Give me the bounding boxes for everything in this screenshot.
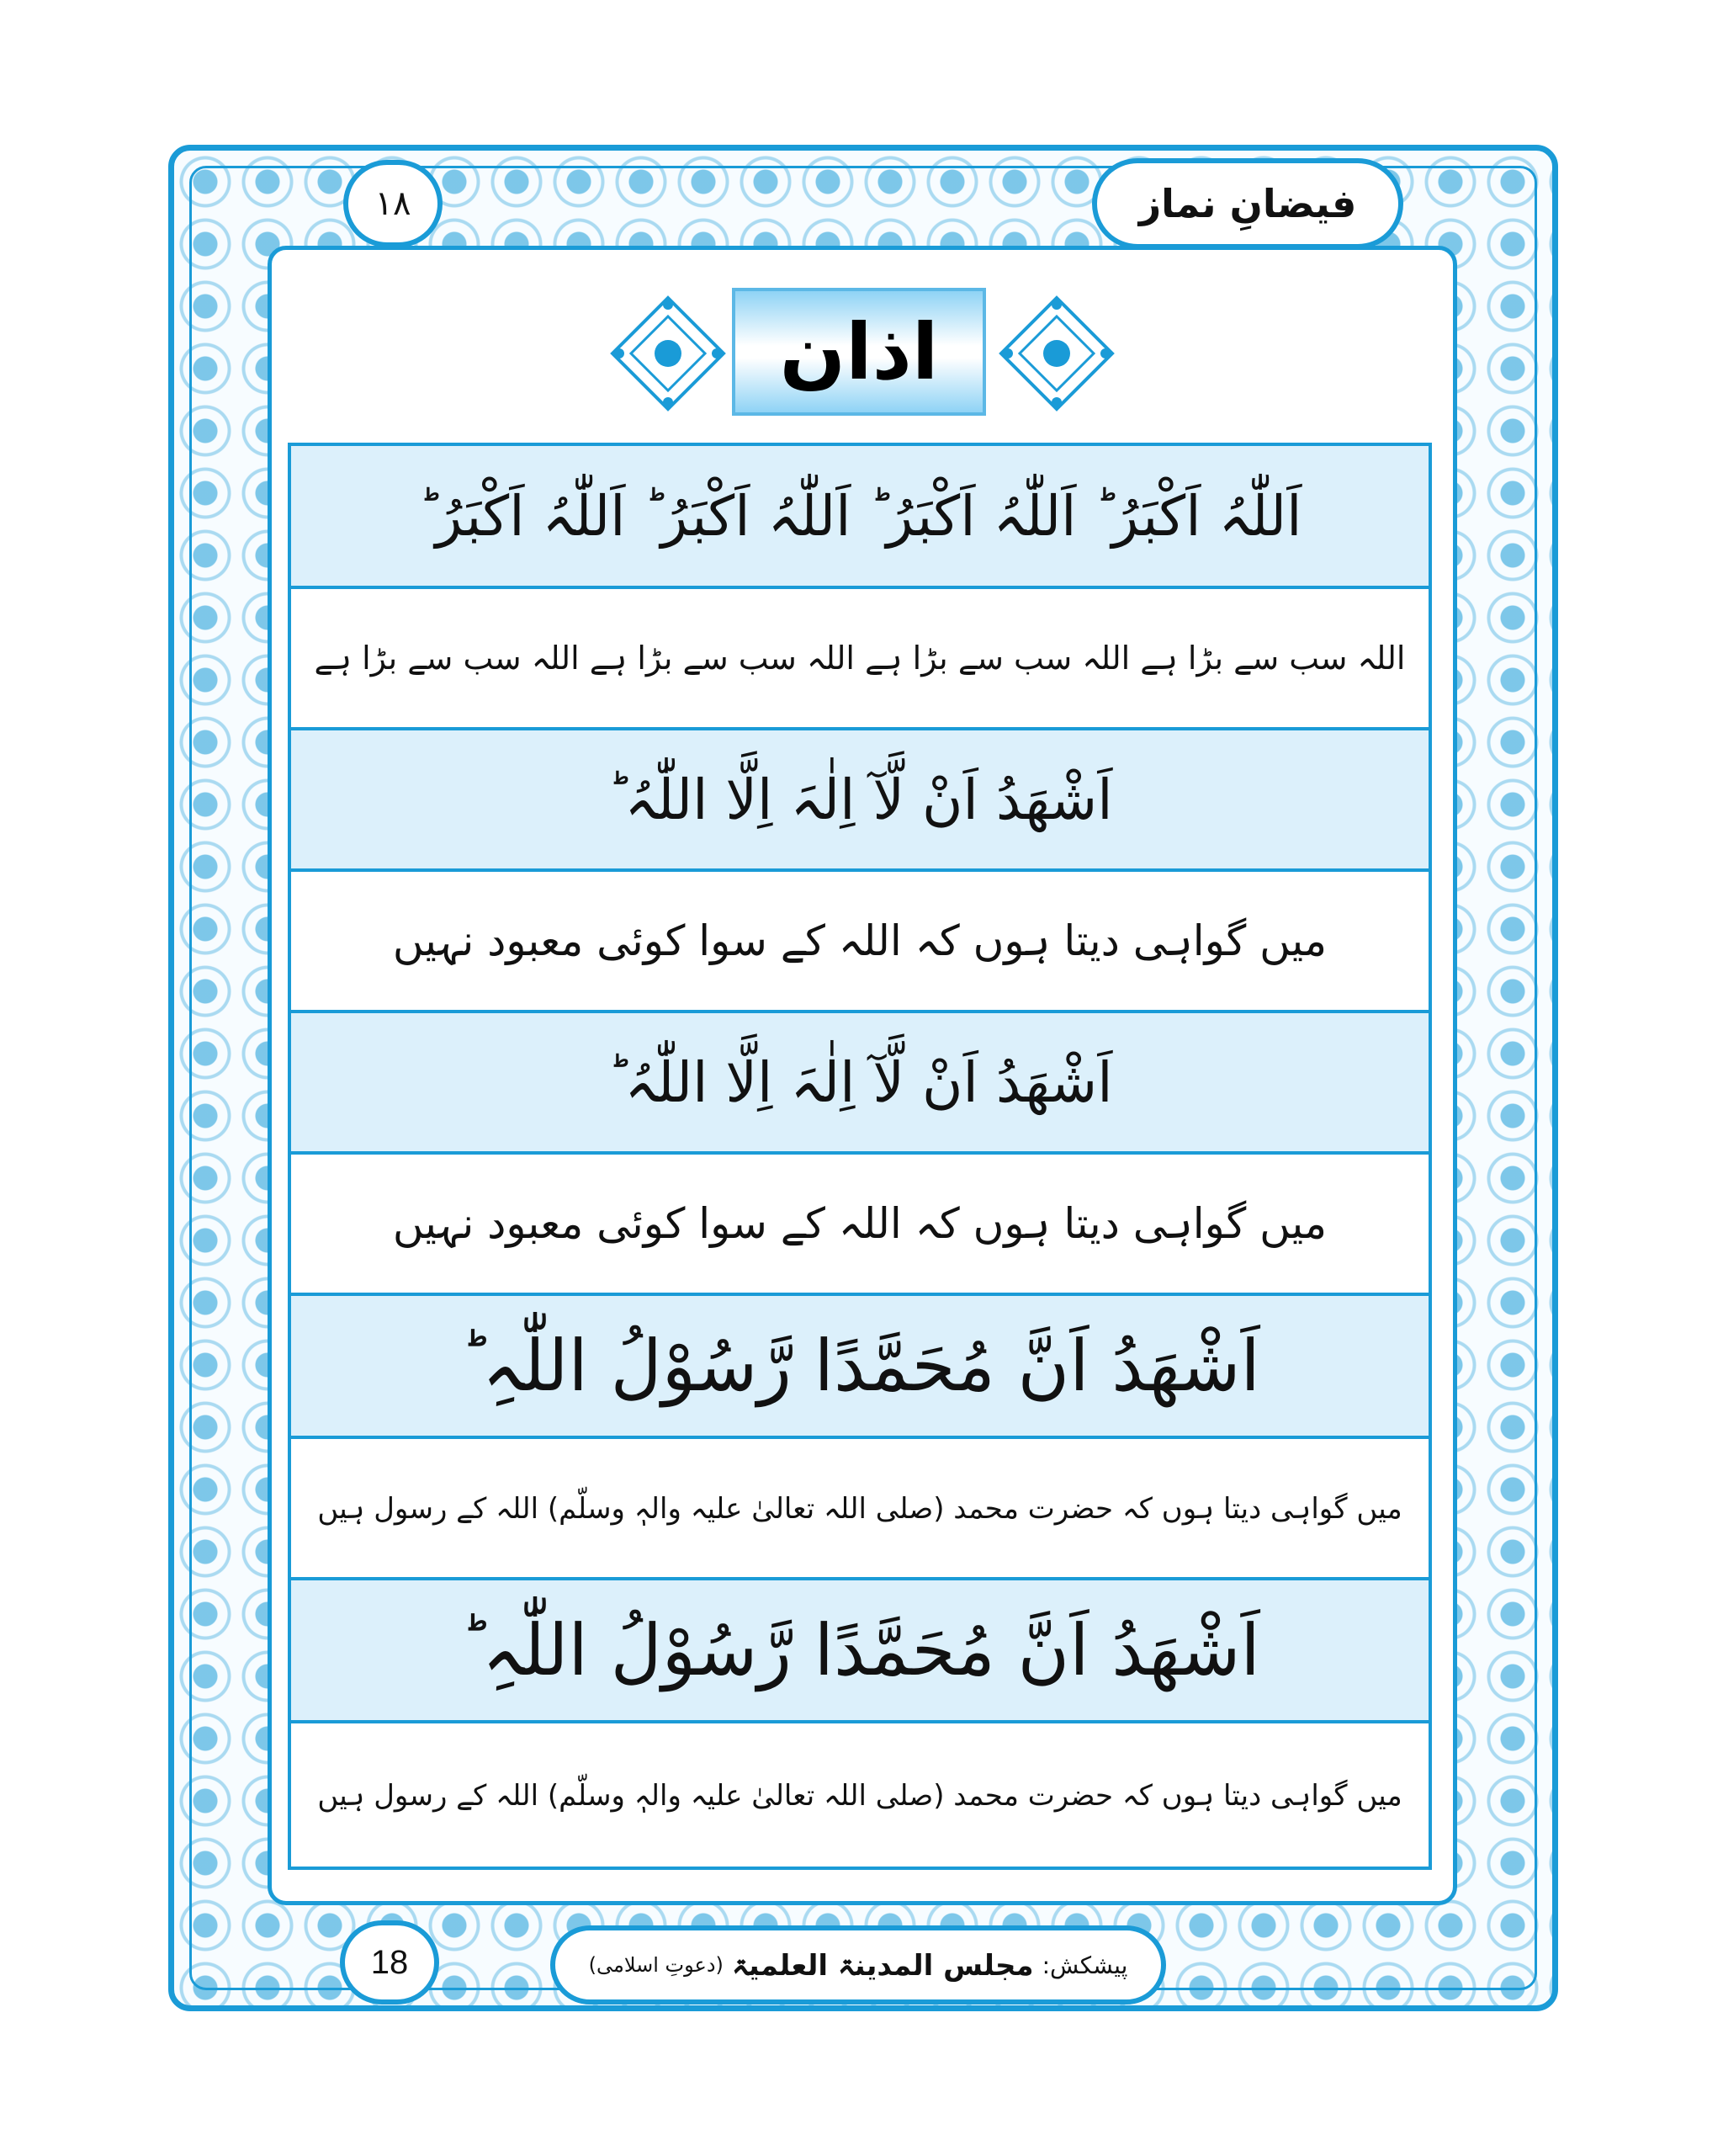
- publisher-label: پیشکش:: [1042, 1951, 1128, 1979]
- section-title: اذان: [732, 288, 986, 416]
- book-title: فیضانِ نماز: [1092, 158, 1403, 249]
- adhan-table: [288, 443, 1432, 1870]
- adhan-row-urdu-translation: [291, 589, 1429, 730]
- row-text: اَللّٰہُ اَکْبَرُ ؕ اَللّٰہُ اَکْبَرُ ؕ اَللّٰہُ اَکْبَرُ ؕ اَللّٰہُ اَکْبَرُ ؕ: [417, 483, 1302, 549]
- row-text: میں گواہی دیتا ہوں کہ حضرت محمد (صلی اللہ تعالیٰ علیہ والہٖ وسلّم) اللہ کے رسول ہیں: [317, 1778, 1402, 1813]
- row-text: اَشْھَدُ اَنْ لَّآ اِلٰہَ اِلَّا اللّٰہُ ؕ: [607, 767, 1113, 832]
- publisher-name: مجلس المدینۃ العلمیۃ: [731, 1948, 1034, 1983]
- publisher-credit: [550, 1925, 1166, 2005]
- adhan-row-urdu-translation: [291, 872, 1429, 1013]
- page-number-top: ۱۸: [343, 160, 443, 247]
- publisher-sub: (دعوتِ اسلامی): [588, 1953, 724, 1977]
- page-number-bottom: 18: [340, 1920, 439, 2005]
- adhan-row-urdu-translation: [291, 1723, 1429, 1867]
- adhan-row-urdu-translation: [291, 1439, 1429, 1580]
- row-text: اَشْھَدُ اَنْ لَّآ اِلٰہَ اِلَّا اللّٰہُ ؕ: [607, 1049, 1113, 1115]
- row-text: میں گواہی دیتا ہوں کہ اللہ کے سوا کوئی معبود نہیں: [392, 1199, 1328, 1248]
- adhan-row-arabic-shahada: [291, 1013, 1429, 1155]
- row-text: اَشْھَدُ اَنَّ مُحَمَّدًا رَّسُوْلُ اللّٰہِ ؕ: [459, 1609, 1260, 1691]
- adhan-row-arabic-takbir: [291, 446, 1429, 589]
- adhan-row-arabic-shahada: [291, 730, 1429, 872]
- row-text: اللہ سب سے بڑا ہے اللہ سب سے بڑا ہے اللہ سب سے بڑا ہے اللہ سب سے بڑا ہے: [314, 640, 1406, 677]
- adhan-row-urdu-translation: [291, 1155, 1429, 1296]
- row-text: میں گواہی دیتا ہوں کہ اللہ کے سوا کوئی معبود نہیں: [392, 916, 1328, 965]
- row-text: میں گواہی دیتا ہوں کہ حضرت محمد (صلی اللہ تعالیٰ علیہ والہٖ وسلّم) اللہ کے رسول ہیں: [317, 1491, 1402, 1526]
- adhan-row-arabic-risalah: [291, 1580, 1429, 1723]
- ornament-left-icon: [609, 295, 727, 412]
- adhan-row-arabic-risalah: [291, 1296, 1429, 1439]
- row-text: اَشْھَدُ اَنَّ مُحَمَّدًا رَّسُوْلُ اللّٰہِ ؕ: [459, 1325, 1260, 1407]
- ornament-right-icon: [998, 295, 1116, 412]
